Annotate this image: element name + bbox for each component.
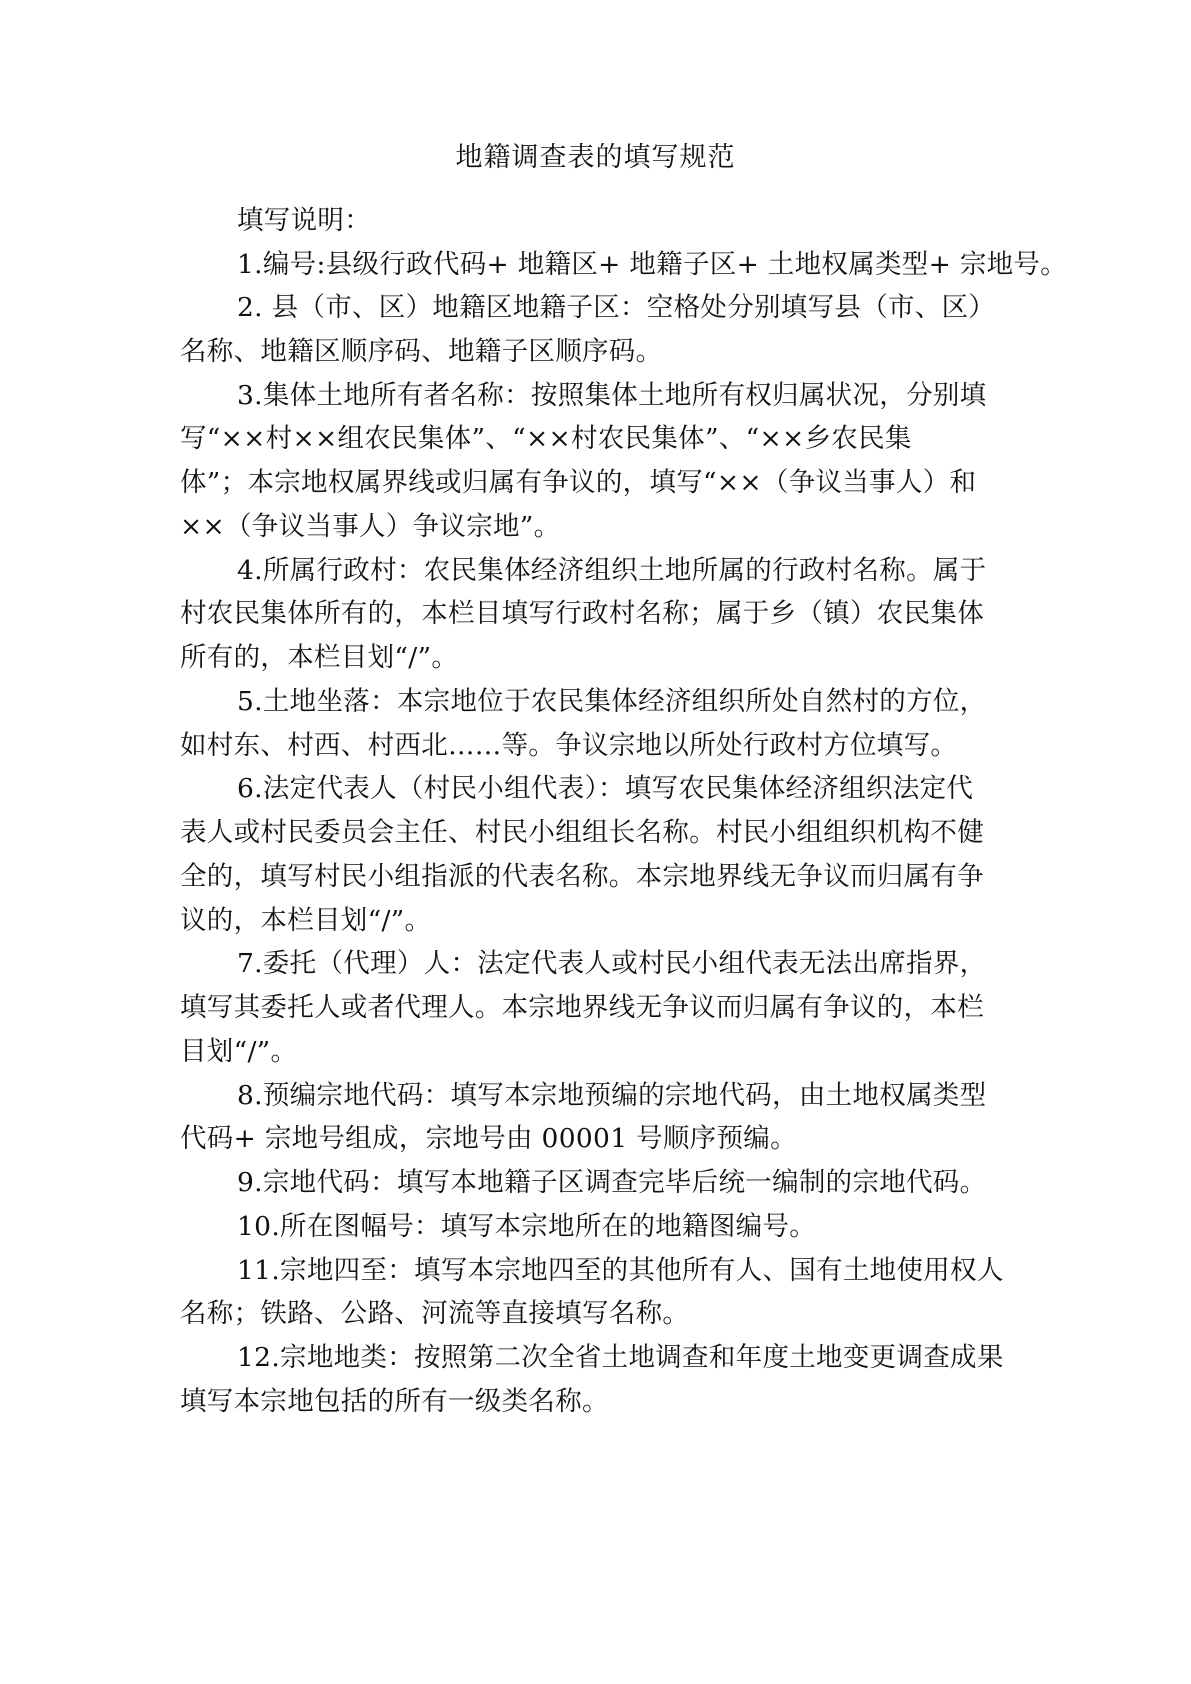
item-line: 6.法定代表人（村民小组代表）：填写农民集体经济组织法定代 [237, 773, 974, 804]
item-line: 名称；铁路、公路、河流等直接填写名称。 [180, 1298, 690, 1329]
intro-heading: 填写说明： [237, 205, 371, 236]
item-line: 写“××村××组农民集体”、“××村农民集体”、“××乡农民集 [180, 423, 912, 454]
item-line: 9.宗地代码：填写本地籍子区调查完毕后统一编制的宗地代码。 [237, 1167, 987, 1198]
item-line: 1.编号:县级行政代码+ 地籍区+ 地籍子区+ 土地权属类型+ 宗地号。 [237, 249, 1068, 280]
item-line: 3.集体土地所有者名称：按照集体土地所有权归属状况，分别填 [237, 380, 987, 411]
item-line: 11.宗地四至：填写本宗地四至的其他所有人、国有土地使用权人 [237, 1255, 1004, 1286]
item-line: 全的，填写村民小组指派的代表名称。本宗地界线无争议而归属有争 [180, 861, 984, 892]
item-line: 2. 县（市、区）地籍区地籍子区：空格处分别填写县（市、区） [237, 292, 996, 323]
item-line: 村农民集体所有的，本栏目填写行政村名称；属于乡（镇）农民集体 [180, 598, 984, 629]
item-line: 5.土地坐落：本宗地位于农民集体经济组织所处自然村的方位， [237, 686, 987, 717]
item-line: 表人或村民委员会主任、村民小组组长名称。村民小组组织机构不健 [180, 817, 984, 848]
item-line: 如村东、村西、村西北……等。争议宗地以所处行政村方位填写。 [180, 730, 958, 761]
item-line: 目划“/”。 [180, 1036, 298, 1067]
item-line: 议的，本栏目划“/”。 [180, 905, 432, 936]
item-line: 7.委托（代理）人：法定代表人或村民小组代表无法出席指界， [237, 948, 987, 979]
item-line: 4.所属行政村：农民集体经济组织土地所属的行政村名称。属于 [237, 555, 987, 586]
item-line: 12.宗地地类：按照第二次全省土地调查和年度土地变更调查成果 [237, 1342, 1004, 1373]
item-line: 代码+ 宗地号组成，宗地号由 00001 号顺序预编。 [180, 1123, 797, 1154]
item-line: 填写其委托人或者代理人。本宗地界线无争议而归属有争议的，本栏 [180, 992, 984, 1023]
item-line: 填写本宗地包括的所有一级类名称。 [180, 1386, 609, 1417]
item-line: 10.所在图幅号：填写本宗地所在的地籍图编号。 [237, 1211, 817, 1242]
item-line: 8.预编宗地代码：填写本宗地预编的宗地代码，由土地权属类型 [237, 1080, 987, 1111]
item-line: 名称、地籍区顺序码、地籍子区顺序码。 [180, 336, 663, 367]
item-line: ××（争议当事人）争议宗地”。 [180, 511, 561, 542]
item-line: 所有的，本栏目划“/”。 [180, 642, 459, 673]
document-title: 地籍调查表的填写规范 [455, 142, 736, 173]
item-line: 体”；本宗地权属界线或归属有争议的，填写“××（争议当事人）和 [180, 467, 977, 498]
